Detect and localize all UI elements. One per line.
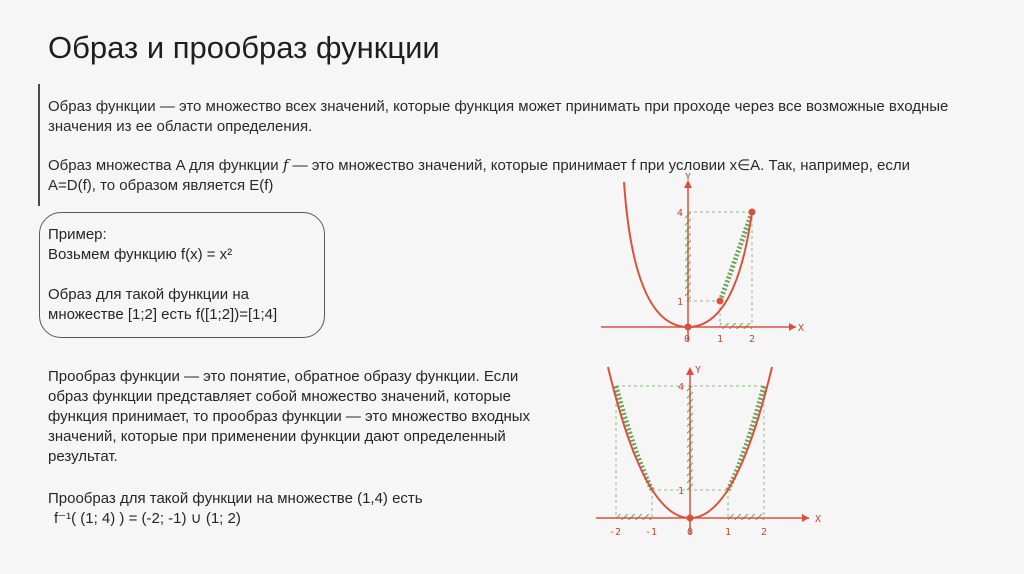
preimage-example-line2: f⁻¹( (1; 4) ) = (-2; -1) ∪ (1; 2) [54,510,241,527]
x2-tick-1: 1 [725,527,732,538]
x-axis-label: X [798,323,805,334]
page-title: Образ и прообраз функции [48,30,440,65]
image-definition-text: Образ функции — это множество всех значений, которые функция может принимать при проходе через все возможные входные значения из ее области определения. [48,98,949,135]
preimage-graph [594,363,834,543]
image-graph [596,172,816,352]
x2-tick-2: 2 [761,527,768,538]
preimage-interval-right [728,514,764,520]
quote-bar [38,84,40,206]
preimage-definition [48,367,548,467]
x2-axis-label: X [815,514,822,525]
curve2-hatch-left [616,386,652,490]
function-symbol: 𝑓 [282,156,289,174]
y-tick-4: 4 [677,208,684,219]
x-tick-2: 2 [749,334,756,345]
curve2-hatch-right [728,386,764,490]
y2-tick-4: 4 [678,382,685,393]
domain-interval-x [720,323,752,329]
preimage-example-line1: Прообраз для такой функции на множестве (1,4) есть [48,490,423,507]
example-label: Пример: [48,226,107,243]
y2-tick-1: 1 [678,486,685,497]
set-image-prefix: Образ множества A для функции [48,157,279,174]
x-tick-1: 1 [717,334,724,345]
y-axis-label: Y [685,172,692,183]
curve-hatch [720,212,752,301]
x2-tick-m2: -2 [609,527,622,538]
example-image-line2: множестве [1;2] есть f([1;2])=[1;4] [48,306,278,323]
image-definition [48,97,978,137]
y2-axis-label: Y [695,365,702,376]
x-tick-0: 0 [684,334,691,345]
preimage-example [48,489,548,529]
example-box [39,212,325,338]
set-image-suffix: — это множество значений, которые принимает f при условии x∈A. Так, например, если A=D(f), то образом является E(f) [48,157,911,194]
preimage-interval-left [616,514,652,520]
preimage-definition-text: Прообраз функции — это понятие, обратное образу функции. Если образ функции представляет собой множество значений, которые функция принимает, то прообраз функции — это множество входных значений, которые при применении функции дают определенный результат. [48,368,531,465]
x-axis-arrow [789,323,796,331]
x2-tick-0: 0 [687,527,694,538]
example-function: Возьмем функцию f(x) = x² [48,246,233,263]
point-2-4 [749,209,756,216]
example-image-line1: Образ для такой функции на [48,286,249,303]
point-1-1 [717,298,724,305]
y-tick-1: 1 [677,297,684,308]
y2-axis-arrow [686,367,694,375]
origin-point [685,324,692,331]
x2-tick-m1: -1 [645,527,658,538]
origin2-point [687,515,694,522]
x2-axis-arrow [802,514,809,522]
